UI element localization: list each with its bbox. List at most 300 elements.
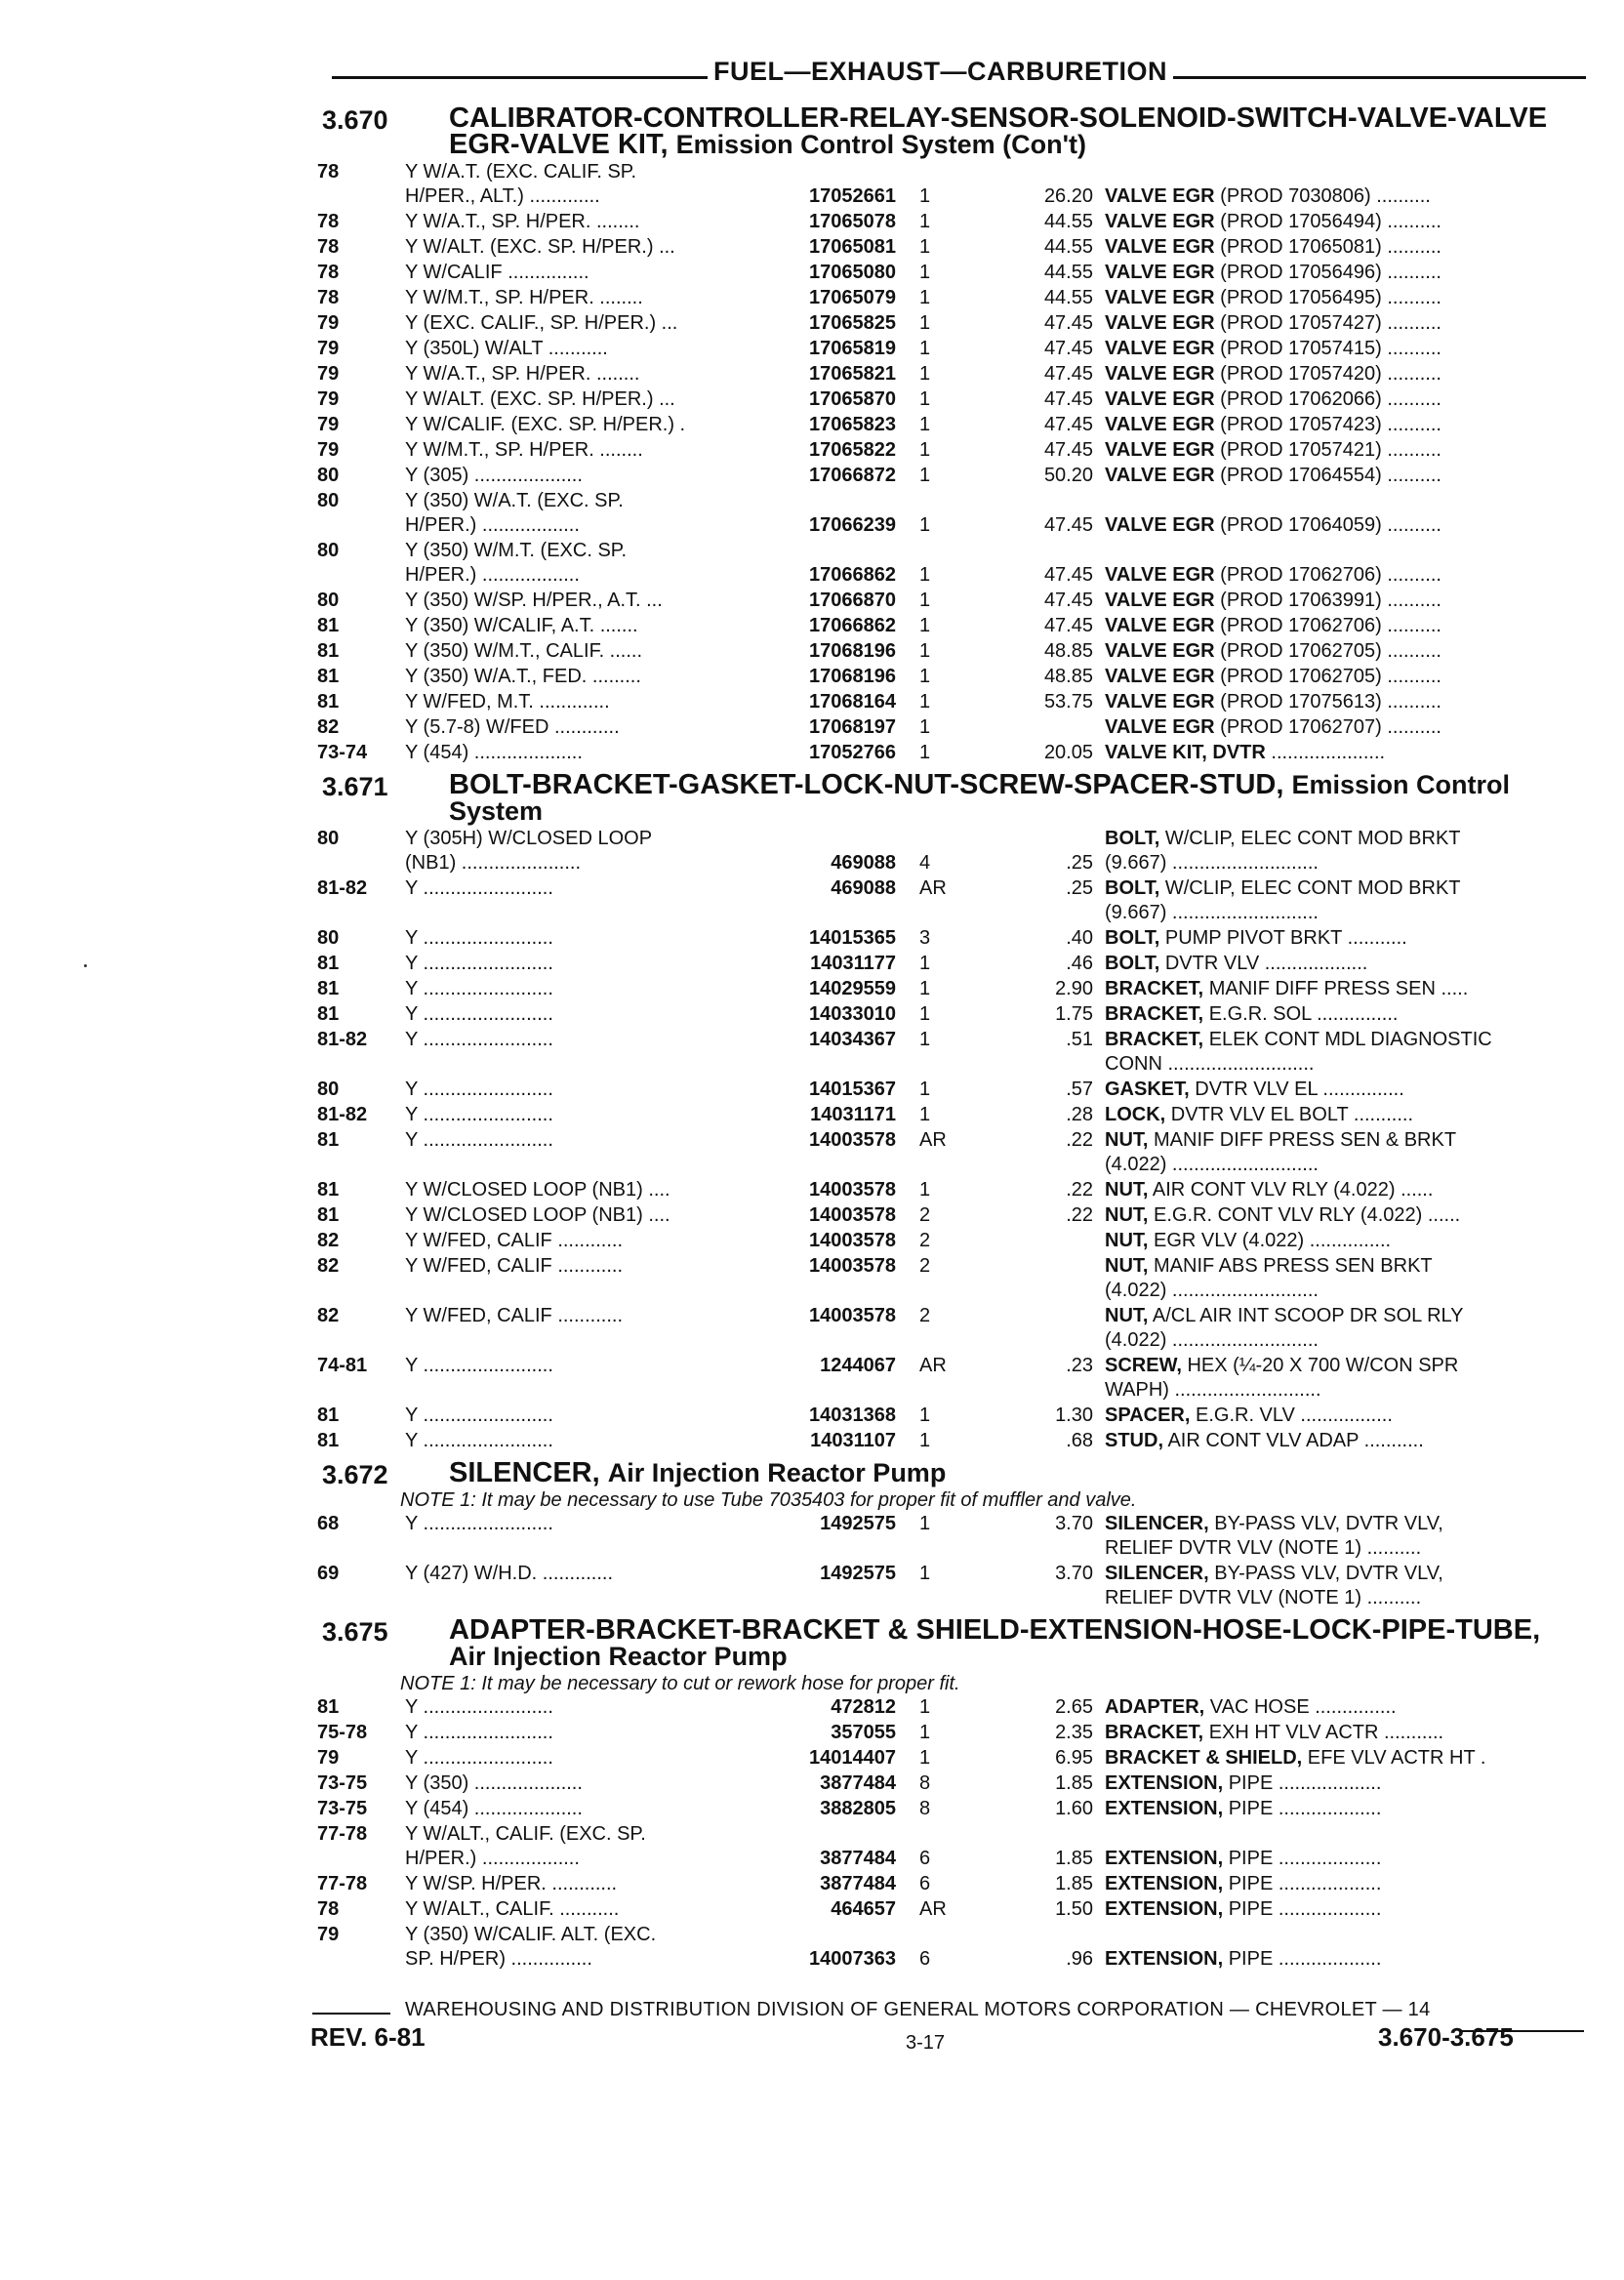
price: .46 [1066,953,1093,974]
description-item: VALVE EGR [1105,716,1215,738]
part-number: 17065080 [809,262,896,283]
description-item: NUT, [1105,1255,1149,1277]
section-title-main: BOLT-BRACKET-GASKET-LOCK-NUT-SCREW-SPACER-STUD, [449,769,1284,800]
description-item: VALVE EGR [1105,211,1215,232]
description-detail: DVTR VLV EL ............... [1195,1079,1404,1100]
quantity: 1 [919,1079,931,1100]
model-year: 81 [317,1003,340,1025]
price: .96 [1066,1948,1093,1970]
description-detail: EXH HT VLV ACTR ........... [1208,1722,1444,1743]
model-year: 81 [317,1696,340,1718]
description [1105,1002,1581,1027]
description-detail: (PROD 17057420) .......... [1220,363,1441,385]
price: .23 [1066,1355,1093,1376]
price: 6.95 [1055,1747,1093,1769]
section-heading [322,1457,1581,1489]
description [1105,235,1581,260]
description-item: EXTENSION, [1105,1898,1224,1920]
description-detail: PIPE ................... [1228,1873,1382,1894]
application: Y W/A.T., SP. H/PER. ........ [405,211,640,232]
application: Y (454) .................... [405,742,583,763]
part-number: 14029559 [809,978,896,999]
part-number: 17052661 [809,185,896,207]
model-year: 82 [317,1230,340,1251]
part-number: 17068164 [809,691,896,712]
description-item: VALVE EGR [1105,465,1215,486]
table-row [317,1695,1581,1721]
table-row [317,1203,1581,1229]
part-number: 17066239 [809,514,896,536]
price: 47.45 [1043,312,1093,334]
part-number: 14014407 [809,1747,896,1769]
price: 3.70 [1055,1513,1093,1534]
table-row [317,589,1581,614]
price: .28 [1066,1104,1093,1125]
part-number: 17066872 [809,465,896,486]
part-number: 472812 [831,1696,896,1718]
application: Y ........................ [405,877,553,899]
model-year: 80 [317,927,340,949]
description-item: BRACKET, [1105,1722,1204,1743]
part-number: 1492575 [820,1563,896,1584]
quantity: 1 [919,1029,931,1050]
application: Y (350) W/CALIF. ALT. (EXC. SP. H/PER) ............... [405,1924,657,1970]
description-item: VALVE EGR [1105,287,1215,308]
table-row [317,1872,1581,1897]
description [1105,387,1581,412]
model-year: 81-82 [317,1104,368,1125]
application: Y W/M.T., SP. H/PER. ........ [405,439,643,461]
footer-rule-left [312,2013,390,2015]
table-row [317,286,1581,311]
part-number: 17066870 [809,590,896,611]
price: 47.45 [1043,338,1093,359]
price: .25 [1066,852,1093,874]
model-year: 81 [317,1204,340,1226]
application: Y (350) W/M.T., CALIF. ...... [405,640,643,662]
description-detail: (PROD 17063991) .......... [1220,590,1441,611]
description-item: VALVE EGR [1105,363,1215,385]
quantity: 6 [919,1948,931,1970]
price: 1.85 [1055,1848,1093,1869]
description-item: BOLT, [1105,828,1160,849]
description-detail: MANIF ABS PRESS SEN BRKT (4.022) ........................... [1105,1255,1433,1301]
quantity: 1 [919,742,931,763]
application: Y (350L) W/ALT ........... [405,338,608,359]
quantity: 1 [919,1405,931,1426]
quantity: 1 [919,236,931,258]
description-detail: HEX (¼-20 X 700 W/CON SPR WAPH) ........................... [1105,1355,1459,1401]
price: 2.90 [1055,978,1093,999]
description-detail: (PROD 17065081) .......... [1220,236,1441,258]
description [1105,1354,1581,1403]
price: 48.85 [1043,666,1093,687]
section-title [449,102,1581,160]
part-number: 14003578 [809,1305,896,1326]
quantity: 3 [919,927,931,949]
description-item: SILENCER, [1105,1513,1209,1534]
description [1105,1897,1581,1922]
description-detail: (PROD 17062706) .......... [1220,564,1441,586]
table-row [317,235,1581,261]
section-heading [322,1614,1581,1671]
description-detail: BY-PASS VLV, DVTR VLV, RELIEF DVTR VLV (NOTE 1) .......... [1105,1563,1443,1608]
description-detail: W/CLIP, ELEC CONT MOD BRKT (9.667) ........................... [1105,828,1461,874]
description-item: BRACKET, [1105,978,1204,999]
table-row [317,1128,1581,1178]
table-row [317,464,1581,489]
application: Y ........................ [405,1747,553,1769]
description-detail: (PROD 17057421) .......... [1220,439,1441,461]
model-year: 79 [317,363,340,385]
description-item: STUD, [1105,1430,1163,1451]
description [1105,1562,1581,1610]
table-row [317,977,1581,1002]
application: Y W/FED, CALIF ............ [405,1305,623,1326]
quantity: 1 [919,716,931,738]
description-item: VALVE EGR [1105,414,1215,435]
price: 47.45 [1043,414,1093,435]
model-year: 80 [317,828,340,849]
price: 1.60 [1055,1798,1093,1819]
description [1105,311,1581,336]
quantity: 1 [919,666,931,687]
description-item: BOLT, [1105,927,1160,949]
table-row [317,1354,1581,1404]
table-row [317,876,1581,926]
part-number: 17068197 [809,716,896,738]
description [1105,513,1581,538]
table-row [317,1078,1581,1103]
description-item: BRACKET & SHIELD, [1105,1747,1303,1769]
description [1105,1103,1581,1127]
application: Y (305) .................... [405,465,583,486]
description-detail: ..................... [1271,742,1386,763]
quantity: AR [919,877,947,899]
application: Y W/CALIF. (EXC. SP. H/PER.) . [405,414,686,435]
description [1105,1872,1581,1896]
part-number: 17065819 [809,338,896,359]
description-item: BRACKET, [1105,1003,1204,1025]
quantity: AR [919,1355,947,1376]
description-detail: PIPE ................... [1228,1948,1382,1970]
description [1105,1028,1581,1077]
table-row [317,1028,1581,1078]
description-detail: (PROD 17057427) .......... [1220,312,1441,334]
model-year: 73-74 [317,742,368,763]
part-number: 17065079 [809,287,896,308]
description [1105,1847,1581,1871]
table-row [317,639,1581,665]
model-year: 79 [317,439,340,461]
description-item: VALVE EGR [1105,691,1215,712]
revision-label: REV. 6-81 [310,2022,426,2052]
part-number: 17065823 [809,414,896,435]
description-detail: MANIF DIFF PRESS SEN ..... [1208,978,1469,999]
quantity: AR [919,1129,947,1151]
description-item: VALVE EGR [1105,262,1215,283]
page-header-title: FUEL—EXHAUST—CARBURETION [708,57,1173,87]
price: .51 [1066,1029,1093,1050]
description-item: NUT, [1105,1179,1149,1201]
model-year: 74-81 [317,1355,368,1376]
application: Y W/A.T. (EXC. CALIF. SP. H/PER., ALT.) ............. [405,161,637,207]
description-item: VALVE EGR [1105,564,1215,586]
part-number: 14003578 [809,1129,896,1151]
section-range: 3.670-3.675 [1378,2022,1514,2052]
model-year: 82 [317,1305,340,1326]
quantity: 2 [919,1230,931,1251]
price: 1.75 [1055,1003,1093,1025]
application: Y W/CALIF ............... [405,262,589,283]
section-heading [322,769,1581,826]
table-row [317,741,1581,766]
description [1105,362,1581,387]
description-detail: (PROD 17062705) .......... [1220,640,1441,662]
description-item: VALVE KIT, DVTR [1105,742,1266,763]
model-year: 77-78 [317,1823,368,1845]
quantity: 1 [919,514,931,536]
quantity: 1 [919,1513,931,1534]
quantity: 1 [919,439,931,461]
model-year: 77-78 [317,1873,368,1894]
part-number: 17065821 [809,363,896,385]
model-year: 81 [317,691,340,712]
model-year: 79 [317,338,340,359]
model-year: 81 [317,1430,340,1451]
quantity: 2 [919,1305,931,1326]
table-row [317,1923,1581,1973]
model-year: 73-75 [317,1772,368,1794]
description-detail: DVTR VLV EL BOLT ........... [1170,1104,1414,1125]
description-item: ADAPTER, [1105,1696,1205,1718]
quantity: 1 [919,388,931,410]
description-detail: (PROD 17064059) .......... [1220,514,1441,536]
part-number: 357055 [831,1722,896,1743]
section-subtitle: Emission Control System [449,770,1510,826]
description-item: SPACER, [1105,1405,1191,1426]
part-number: 14003578 [809,1179,896,1201]
description-detail: W/CLIP, ELEC CONT MOD BRKT (9.667) ........................... [1105,877,1461,923]
section-subtitle: Emission Control System (Con't) [675,130,1087,159]
description-item: BRACKET, [1105,1029,1204,1050]
application: Y W/FED, CALIF ............ [405,1255,623,1277]
table-row [317,539,1581,589]
part-number: 1244067 [820,1355,896,1376]
price: .57 [1066,1079,1093,1100]
price: 47.45 [1043,590,1093,611]
part-number: 17068196 [809,666,896,687]
quantity: 1 [919,615,931,636]
quantity: 1 [919,691,931,712]
model-year: 73-75 [317,1798,368,1819]
description-detail: (PROD 17056496) .......... [1220,262,1441,283]
application: Y ........................ [405,1430,553,1451]
description-item: NUT, [1105,1230,1149,1251]
description-item: EXTENSION, [1105,1772,1224,1794]
description-detail: (PROD 17062705) .......... [1220,666,1441,687]
table-row [317,715,1581,741]
quantity: 1 [919,1722,931,1743]
description-item: SCREW, [1105,1355,1182,1376]
table-row [317,413,1581,438]
table-row [317,614,1581,639]
page-number: 3-17 [906,2032,946,2054]
model-year: 82 [317,1255,340,1277]
table-row [317,489,1581,539]
model-year: 78 [317,262,340,283]
quantity: 1 [919,1747,931,1769]
description-detail: (PROD 17062707) .......... [1220,716,1441,738]
part-number: 14031368 [809,1405,896,1426]
application: Y (427) W/H.D. ............. [405,1563,614,1584]
section-note: NOTE 1: It may be necessary to use Tube 7035403 for proper fit of muffler and valve. [400,1489,1137,1511]
price: .25 [1066,877,1093,899]
price: .22 [1066,1204,1093,1226]
part-number: 14003578 [809,1204,896,1226]
description [1105,438,1581,463]
application: Y W/ALT., CALIF. (EXC. SP. H/PER.) .................. [405,1823,646,1869]
description-detail: PUMP PIVOT BRKT ........... [1164,927,1407,949]
application: Y W/A.T., SP. H/PER. ........ [405,363,640,385]
quantity: 1 [919,211,931,232]
price: .40 [1066,927,1093,949]
description [1105,413,1581,437]
description-item: VALVE EGR [1105,185,1215,207]
price: 47.45 [1043,388,1093,410]
price: 47.45 [1043,615,1093,636]
description [1105,1512,1581,1561]
model-year: 78 [317,236,340,258]
description-detail: A/CL AIR INT SCOOP DR SOL RLY (4.022) ........................... [1105,1305,1464,1351]
description-detail: E.G.R. VLV ................. [1195,1405,1393,1426]
section-title [449,1614,1581,1671]
table-row [317,311,1581,337]
description-item: NUT, [1105,1129,1149,1151]
description [1105,1178,1581,1202]
application: Y (EXC. CALIF., SP. H/PER.) ... [405,312,678,334]
description-detail: EGR VLV (4.022) ............... [1154,1230,1392,1251]
description [1105,715,1581,740]
model-year: 79 [317,1924,340,1945]
description-detail: EFE VLV ACTR HT . [1307,1747,1486,1769]
description-detail: ELEK CONT MDL DIAGNOSTIC CONN ........................... [1105,1029,1492,1075]
quantity: 2 [919,1204,931,1226]
application: Y (350) W/A.T., FED. ......... [405,666,641,687]
model-year: 81-82 [317,877,368,899]
table-row [317,210,1581,235]
description-detail: PIPE ................... [1228,1848,1382,1869]
footer-publisher: WAREHOUSING AND DISTRIBUTION DIVISION OF GENERAL MOTORS CORPORATION — CHEVROLET — 14 [405,1999,1431,2020]
price: 47.45 [1043,363,1093,385]
quantity: 1 [919,1563,931,1584]
description-item: GASKET, [1105,1079,1190,1100]
quantity: 1 [919,185,931,207]
application: Y (350) W/CALIF, A.T. ....... [405,615,638,636]
description-detail: PIPE ................... [1228,1798,1382,1819]
model-year: 78 [317,211,340,232]
quantity: 1 [919,953,931,974]
price: 53.75 [1043,691,1093,712]
price: 3.70 [1055,1563,1093,1584]
price: 20.05 [1043,742,1093,763]
part-number: 3882805 [820,1798,896,1819]
description [1105,665,1581,689]
section-title-main: SILENCER, [449,1457,600,1488]
description-detail: AIR CONT VLV ADAP ........... [1167,1430,1424,1451]
table-row [317,926,1581,952]
quantity: 1 [919,590,931,611]
part-number: 17066862 [809,564,896,586]
price: .68 [1066,1430,1093,1451]
part-number: 1492575 [820,1513,896,1534]
table-row [317,261,1581,286]
table-row [317,690,1581,715]
description-detail: E.G.R. SOL ............... [1208,1003,1399,1025]
model-year: 79 [317,312,340,334]
price: 1.85 [1055,1772,1093,1794]
application: Y (350) .................... [405,1772,583,1794]
quantity: 1 [919,564,931,586]
table-row [317,1254,1581,1304]
price: 44.55 [1043,236,1093,258]
description-item: VALVE EGR [1105,615,1215,636]
quantity: 1 [919,1104,931,1125]
description-item: VALVE EGR [1105,312,1215,334]
price: .22 [1066,1129,1093,1151]
description [1105,286,1581,310]
description-item: BOLT, [1105,877,1160,899]
table-row [317,1304,1581,1354]
table-row [317,387,1581,413]
application: Y W/CLOSED LOOP (NB1) .... [405,1204,670,1226]
part-number: 17065825 [809,312,896,334]
part-number: 17065870 [809,388,896,410]
description-detail: E.G.R. CONT VLV RLY (4.022) ...... [1154,1204,1461,1226]
description [1105,1304,1581,1353]
application: Y ........................ [405,1079,553,1100]
description [1105,1203,1581,1228]
part-number: 17065081 [809,236,896,258]
application: Y W/ALT. (EXC. SP. H/PER.) ... [405,388,675,410]
table-row [317,1404,1581,1429]
application: Y ........................ [405,1405,553,1426]
table-row [317,1797,1581,1822]
model-year: 80 [317,465,340,486]
quantity: 1 [919,465,931,486]
application: Y W/FED, CALIF ............ [405,1230,623,1251]
table-row [317,952,1581,977]
table-row [317,1721,1581,1746]
model-year: 69 [317,1563,340,1584]
application: Y (305H) W/CLOSED LOOP (NB1) ...................... [405,828,653,874]
model-year: 82 [317,716,340,738]
part-number: 17052766 [809,742,896,763]
model-year: 78 [317,161,340,183]
price: 47.45 [1043,439,1093,461]
application: Y ........................ [405,1355,553,1376]
description-item: SILENCER, [1105,1563,1209,1584]
quantity: 1 [919,414,931,435]
model-year: 79 [317,414,340,435]
price: 2.35 [1055,1722,1093,1743]
quantity: 1 [919,363,931,385]
description [1105,1429,1581,1453]
price: 50.20 [1043,465,1093,486]
quantity: 1 [919,1430,931,1451]
description [1105,1695,1581,1720]
model-year: 79 [317,1747,340,1769]
